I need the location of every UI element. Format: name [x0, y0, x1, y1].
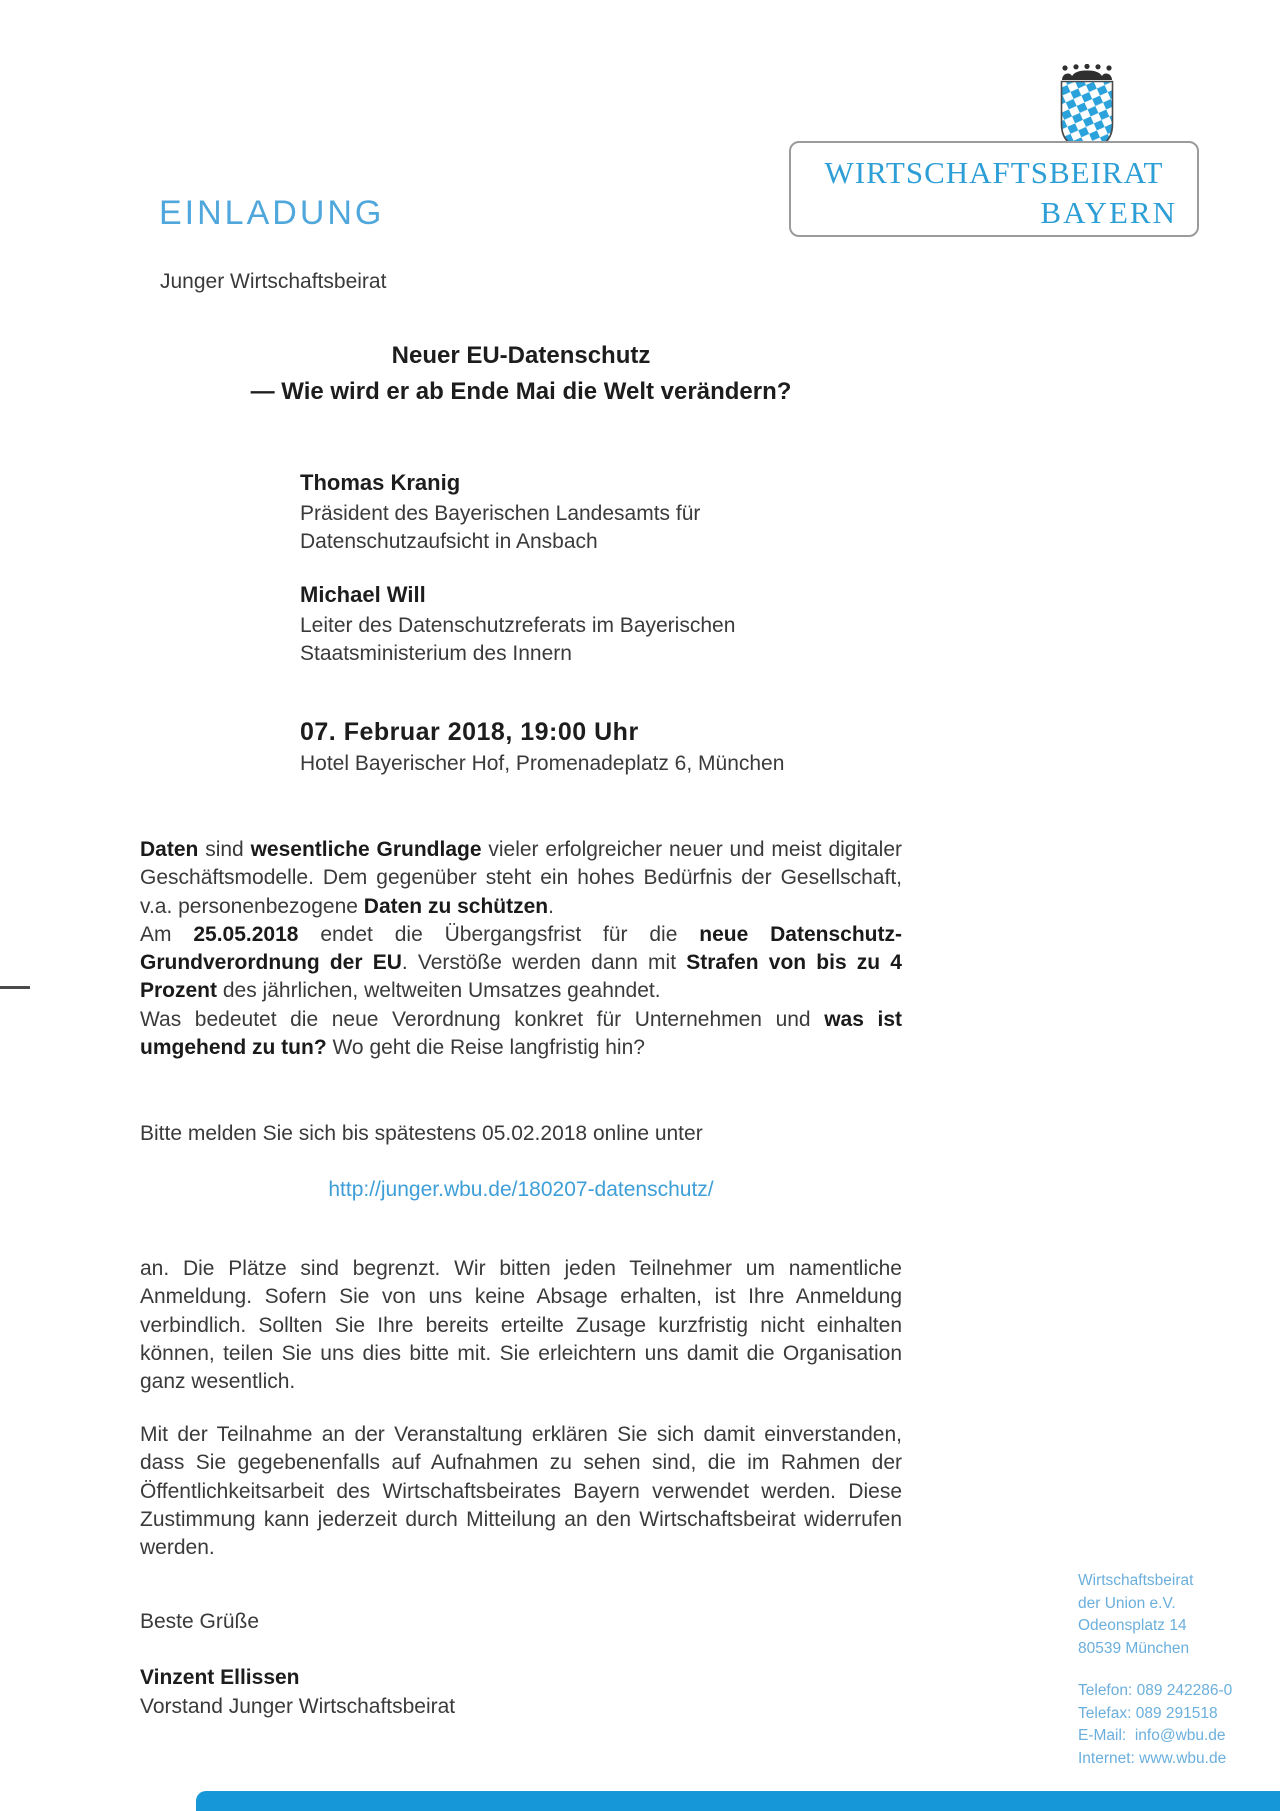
body-paragraph: Was bedeutet die neue Verordnung konkret für Unternehmen und was ist umgehend zu tun? Wo geht die Reise langfristig hin?	[140, 1007, 902, 1060]
fold-mark	[0, 986, 30, 989]
bavaria-coat-of-arms-icon	[1058, 64, 1116, 150]
body-paragraph: Am 25.05.2018 endet die Übergangsfrist für die neue Datenschutz-Grundverordnung der EU. Verstöße werden dann mit Strafen von bis zu 4 Prozent des jährlichen, weltweiten Umsatzes geahndet.	[140, 922, 902, 1003]
event-title-line1: Neuer EU-Datenschutz	[391, 342, 651, 369]
body-paragraph: Daten sind wesentliche Grundlage vieler erfolgreicher neuer und meist digitaler Geschäftsmodelle. Dem gegenüber steht ein hohes Bedürfnis der Gesellschaft, v.a. personenbezogene Daten zu schützen.	[140, 838, 902, 918]
speaker-name: Michael Will	[300, 582, 426, 607]
invitation-heading: EINLADUNG	[159, 194, 385, 232]
body-paragraph: an. Die Plätze sind begrenzt. Wir bitten jeden Teilnehmer um namentliche Anmeldung. Sofern Sie von uns keine Absage erhalten, ist Ihre Anmeldung verbindlich. Sollten Sie Ihre bereits erteilte Zusage kurzfristig nicht einhalten können, teilen Sie uns dies bitte mit. Sie erleichtern uns damit die Organisation ganz wesentlich.	[140, 1257, 902, 1394]
registration-link[interactable]: http://junger.wbu.de/180207-datenschutz/	[328, 1178, 714, 1201]
logo-text-line2: BAYERN	[1040, 195, 1177, 230]
event-title	[140, 338, 902, 410]
signature-name: Vinzent Ellissen	[140, 1666, 300, 1689]
registration-deadline-line: Bitte melden Sie sich bis spätestens 05.02.2018 online unter	[140, 1122, 703, 1145]
speaker-role: Präsident des Bayerischen Landesamts für Datenschutzaufsicht in Ansbach	[300, 502, 701, 553]
speaker-role: Leiter des Datenschutzreferats im Bayerischen Staatsministerium des Innern	[300, 614, 736, 665]
footer-contact: Telefon: 089 242286-0 Telefax: 089 291518 E-Mail: info@wbu.de Internet: www.wbu.de	[1078, 1682, 1233, 1767]
sender-group-line: Junger Wirtschaftsbeirat	[160, 270, 387, 293]
body-paragraph: Mit der Teilnahme an der Veranstaltung erklären Sie sich damit einverstanden, dass Sie gegebenenfalls auf Aufnahmen zu sehen sind, die im Rahmen der Öffentlichkeitsarbeit des Wirtschaftsbeirates Bayern verwendet werden. Diese Zustimmung kann jederzeit durch Mitteilung an den Wirtschaftsbeirat widerrufen werden.	[140, 1423, 902, 1560]
bottom-accent-bar	[196, 1791, 1280, 1811]
signature-role: Vorstand Junger Wirtschaftsbeirat	[140, 1695, 456, 1718]
logo-text-line1: WIRTSCHAFTSBEIRAT	[824, 155, 1164, 190]
speaker-name: Thomas Kranig	[300, 470, 461, 495]
event-venue: Hotel Bayerischer Hof, Promenadeplatz 6, München	[300, 752, 785, 775]
event-title-line2: — Wie wird er ab Ende Mai die Welt verändern?	[250, 378, 792, 405]
speaker-entry	[300, 468, 790, 556]
intro-paragraphs	[140, 836, 902, 1062]
event-details-block	[300, 716, 784, 778]
registration-link-row	[140, 1178, 902, 1202]
wirtschaftsbeirat-logo	[789, 141, 1199, 237]
speakers-block	[300, 468, 790, 668]
crown-icon	[1062, 64, 1112, 80]
speaker-entry	[300, 580, 790, 668]
signature-greeting: Beste Grüße	[140, 1610, 260, 1633]
event-datetime: 07. Februar 2018, 19:00 Uhr	[300, 718, 639, 746]
footer-address: Wirtschaftsbeirat der Union e.V. Odeonsplatz 14 80539 München	[1078, 1572, 1194, 1657]
